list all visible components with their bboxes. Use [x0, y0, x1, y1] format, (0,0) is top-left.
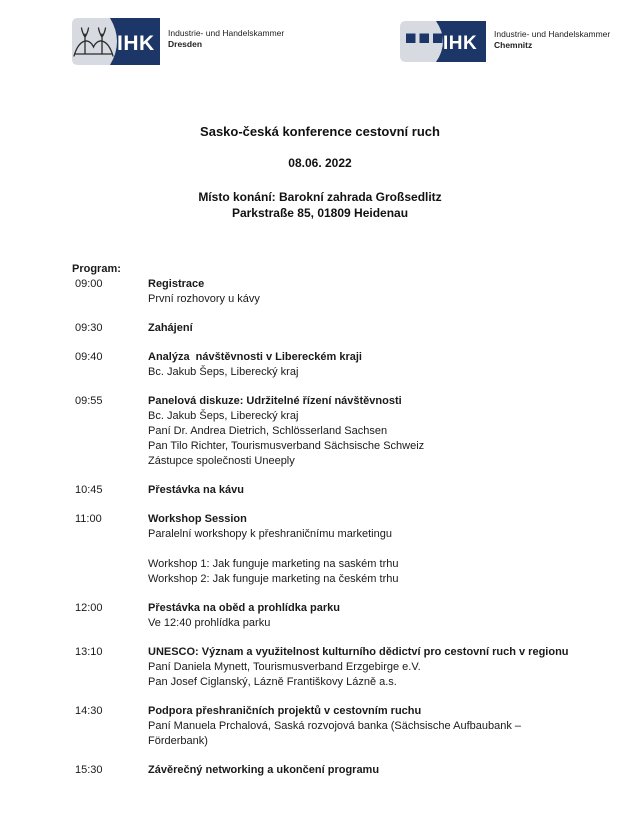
program-item-line: Workshop 1: Jak funguje marketing na saském trhu — [148, 558, 399, 570]
program-time: 09:00 — [75, 278, 103, 290]
program-time: 13:10 — [75, 646, 103, 658]
program-content — [148, 394, 632, 469]
program-item-line: Ve 12:40 prohlídka parku — [148, 617, 271, 629]
ihk-dresden-logo-mark — [72, 18, 160, 65]
program-item — [72, 321, 632, 336]
ihk-dresden-logo — [72, 18, 284, 65]
program-item — [72, 704, 632, 749]
page-title: Sasko-česká konference cestovní ruch — [200, 124, 440, 139]
program-time: 09:30 — [75, 322, 103, 334]
program-item-title: Registrace — [148, 278, 205, 290]
program-item-line: Pan Tilo Richter, Tourismusverband Sächsische Schweiz — [148, 440, 425, 452]
program-item-title: Přestávka na kávu — [148, 484, 245, 496]
program-item — [72, 277, 632, 307]
ihk-dresden-org: Industrie- und Handelskammer — [168, 28, 285, 38]
venue-line-1: Místo konání: Barokní zahrada Großsedlitz — [198, 190, 442, 204]
program-time: 14:30 — [75, 705, 103, 717]
program-item-title: Zahájení — [148, 322, 193, 334]
program-item-line: Workshop 2: Jak funguje marketing na českém trhu — [148, 573, 399, 585]
program-content — [148, 645, 632, 690]
program-time: 11:00 — [75, 513, 102, 525]
venue-line-2: Parkstraße 85, 01809 Heidenau — [231, 206, 409, 220]
ihk-acronym: IHK — [443, 33, 478, 54]
program-item-line: Pan Josef Ciglanský, Lázně Františkovy Lázně a.s. — [148, 676, 397, 688]
program-item-line — [148, 542, 632, 557]
three-squares-icon — [406, 34, 443, 44]
event-date: 08.06. 2022 — [288, 156, 352, 170]
ihk-chemnitz-city: Chemnitz — [494, 39, 533, 50]
program-item-line: Paní Manuela Prchalová, Saská rozvojová banka (Sächsische Aufbaubank – — [148, 720, 522, 732]
program-content — [148, 601, 632, 631]
program-content — [148, 350, 632, 380]
ihk-dresden-caption — [168, 18, 284, 49]
ihk-chemnitz-caption — [494, 21, 610, 50]
program-item-title: Panelová diskuze: Udržitelné řízení návštěvnosti — [148, 395, 402, 407]
program-item — [72, 763, 632, 778]
program-item-title: Analýza návštěvnosti v Libereckém kraji — [148, 351, 362, 363]
program-item-line: Paní Dr. Andrea Dietrich, Schlösserland Sachsen — [148, 425, 388, 437]
program-content — [148, 483, 632, 498]
program-item — [72, 394, 632, 469]
ihk-acronym: IHK — [117, 32, 155, 55]
program-content — [148, 321, 632, 336]
venue-block — [0, 189, 640, 221]
program-item-title: UNESCO: Význam a využitelnost kulturního dědictví pro cestovní ruch v regionu — [148, 646, 569, 658]
program-content — [148, 512, 632, 587]
program-time: 15:30 — [75, 764, 103, 776]
program-item-title: Workshop Session — [148, 513, 247, 525]
program-item — [72, 645, 632, 690]
program-time: 10:45 — [75, 484, 103, 496]
program-item-line: Zástupce společnosti Uneeply — [148, 455, 295, 467]
program-item-title: Přestávka na oběd a prohlídka parku — [148, 602, 340, 614]
program-item-line: První rozhovory u kávy — [148, 293, 260, 305]
program-content — [148, 763, 632, 778]
program-schedule — [72, 262, 632, 792]
program-time: 09:55 — [75, 395, 103, 407]
program-item — [72, 350, 632, 380]
ihk-dresden-city: Dresden — [168, 38, 203, 49]
program-item-line: Förderbank) — [148, 735, 208, 747]
ihk-chemnitz-logo-mark — [400, 21, 486, 62]
program-time: 12:00 — [75, 602, 103, 614]
program-content — [148, 277, 632, 307]
logo-gray-panel — [72, 18, 117, 65]
ihk-chemnitz-org: Industrie- und Handelskammer — [494, 29, 611, 39]
program-item-line: Paní Daniela Mynett, Tourismusverband Erzgebirge e.V. — [148, 661, 421, 673]
program-label: Program: — [72, 263, 121, 275]
program-item — [72, 512, 632, 587]
program-item-title: Závěrečný networking a ukončení programu — [148, 764, 380, 776]
program-item-line: Bc. Jakub Šeps, Liberecký kraj — [148, 410, 299, 422]
program-item — [72, 483, 632, 498]
program-item — [72, 601, 632, 631]
program-item-line: Paralelní workshopy k přeshraničnímu marketingu — [148, 528, 392, 540]
program-item-line: Bc. Jakub Šeps, Liberecký kraj — [148, 366, 299, 378]
ihk-chemnitz-logo — [400, 21, 610, 62]
program-time: 09:40 — [75, 351, 103, 363]
program-item-title: Podpora přeshraničních projektů v cestovním ruchu — [148, 705, 422, 717]
program-content — [148, 704, 632, 749]
